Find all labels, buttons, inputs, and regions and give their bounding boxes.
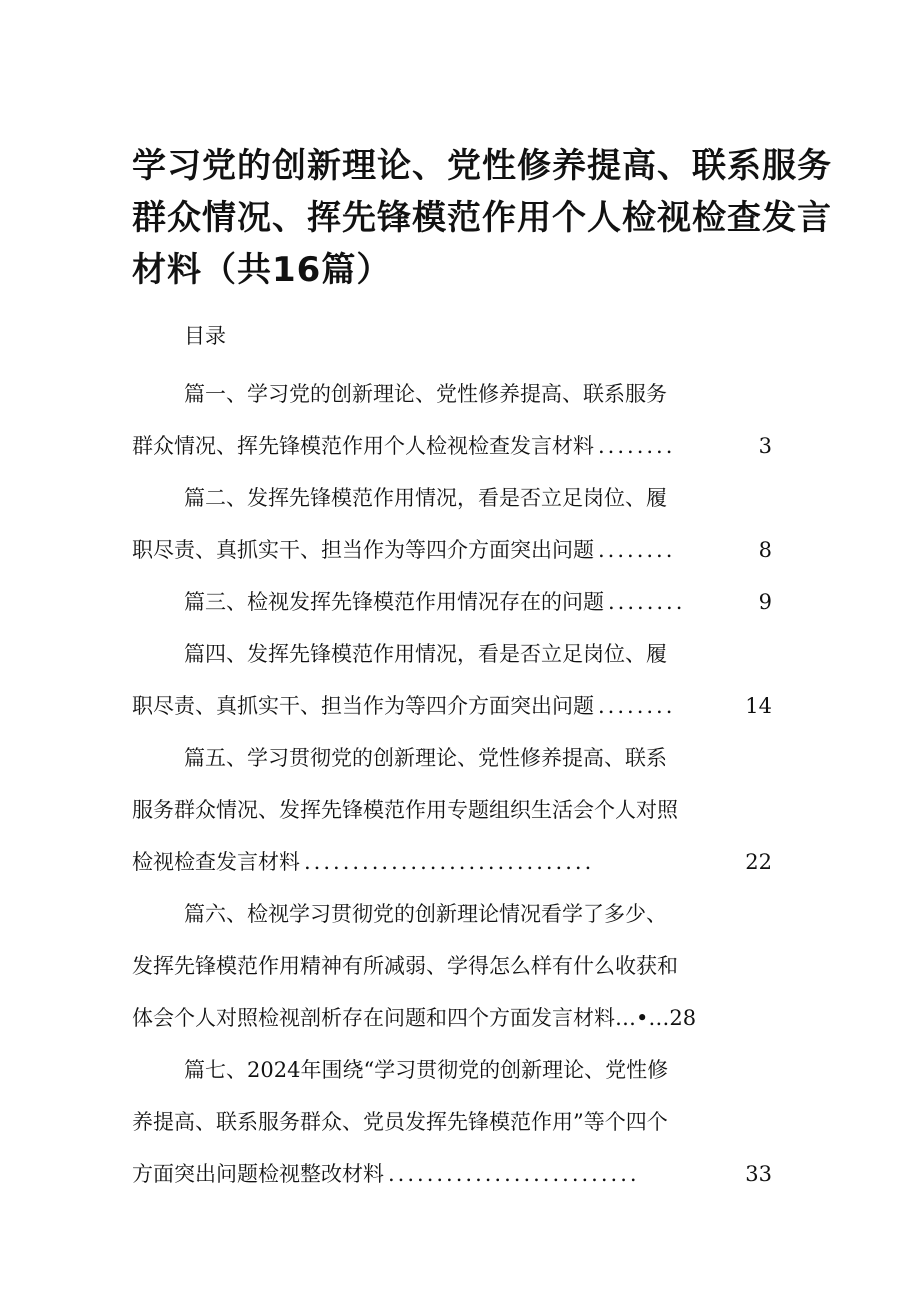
toc-entry-line: 篇五、学习贯彻党的创新理论、党性修养提高、联系 (184, 746, 667, 770)
toc-entry[interactable] (132, 576, 772, 628)
title-line: 学习党的创新理论、党性修养提高、联系服务 (132, 146, 832, 186)
toc-entry-line: 群众情况、挥先锋模范作用个人检视检查发言材料 (132, 434, 594, 458)
title-line: 群众情况、挥先锋模范作用个人检视检查发言 (132, 198, 832, 238)
toc-entry-line: 服务群众情况、发挥先锋模范作用专题组织生活会个人对照 (132, 798, 678, 822)
toc-entry-line: 检视检查发言材料 (132, 850, 300, 874)
toc-page-number: 8 (758, 538, 772, 562)
toc-entry-line: 篇七、2024年围绕“学习贯彻党的创新理论、党性修 (184, 1058, 669, 1082)
title-line: 材料（共16篇） (132, 250, 392, 290)
toc-entry[interactable] (132, 628, 772, 732)
toc-entry-line: 养提高、联系服务群众、党员发挥先锋模范作用”等个四个 (132, 1110, 668, 1134)
toc-page-number: 3 (758, 434, 772, 458)
toc-entry-line: 篇六、检视学习贯彻党的创新理论情况看学了多少、 (184, 902, 667, 926)
toc-entry[interactable] (132, 368, 772, 472)
toc-page-number: 33 (745, 1162, 772, 1186)
toc-entry[interactable] (132, 1044, 772, 1200)
toc-entry-line: 职尽责、真抓实干、担当作为等四介方面突出问题 (132, 538, 594, 562)
toc-entry-line: 职尽责、真抓实干、担当作为等四介方面突出问题 (132, 694, 594, 718)
toc-entry-line: 方面突出问题检视整改材料 (132, 1162, 384, 1186)
document-title (132, 140, 832, 296)
toc-page-number: 14 (745, 694, 772, 718)
toc-entry[interactable] (132, 732, 772, 888)
toc-leader-dots: .............................. (304, 850, 595, 874)
toc-page-number: 22 (745, 850, 772, 874)
table-of-contents (132, 314, 772, 1200)
toc-heading: 目录 (184, 324, 226, 348)
toc-leader-dots: ........ (598, 694, 676, 718)
toc-entry-line: 篇一、学习党的创新理论、党性修养提高、联系服务 (184, 382, 667, 406)
toc-page-number: 28 (669, 1006, 697, 1030)
toc-leader-dots: ........ (598, 538, 676, 562)
toc-entry-line: 体会个人对照检视剖析存在问题和四个方面发言材料 (132, 1006, 615, 1030)
toc-entry[interactable] (132, 472, 772, 576)
toc-leader-dots: …•… (615, 1006, 670, 1030)
toc-leader-dots: ........ (608, 590, 686, 614)
toc-entry-line: 篇三、检视发挥先锋模范作用情况存在的问题 (184, 590, 604, 614)
toc-entry-line: 篇二、发挥先锋模范作用情况，看是否立足岗位、履 (184, 486, 667, 510)
toc-leader-dots: ........ (598, 434, 676, 458)
toc-entry-line: 篇四、发挥先锋模范作用情况，看是否立足岗位、履 (184, 642, 667, 666)
toc-leader-dots: .......................... (388, 1162, 640, 1186)
toc-entry-line: 发挥先锋模范作用精神有所减弱、学得怎么样有什么收获和 (132, 954, 678, 978)
toc-entry[interactable] (132, 888, 772, 1044)
toc-page-number: 9 (758, 590, 772, 614)
